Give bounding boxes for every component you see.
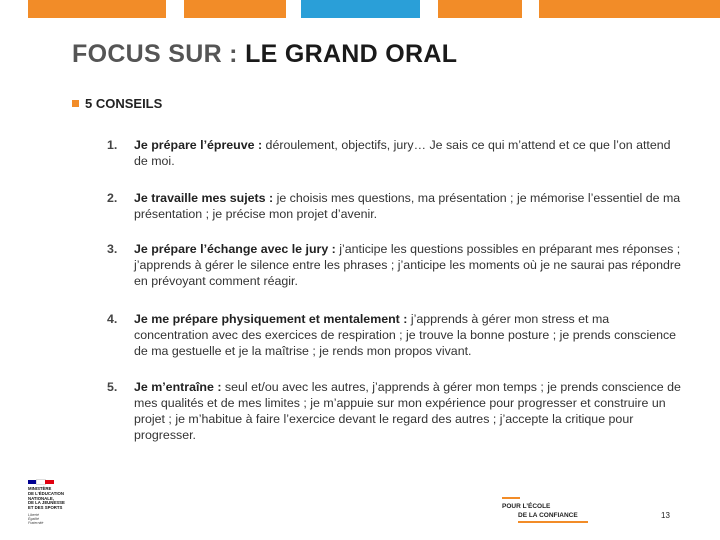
page-number: 13 bbox=[661, 511, 670, 520]
ministry-logo bbox=[28, 480, 88, 526]
item-text: déroulement, objectifs, jury… Je sais ce qui m’attend et ce que l’on attend de moi. bbox=[134, 138, 671, 168]
item-number: 5. bbox=[107, 380, 118, 394]
title-main: LE GRAND ORAL bbox=[245, 40, 458, 68]
logo-accent-line bbox=[502, 497, 520, 499]
top-bar-orange-4 bbox=[539, 0, 720, 18]
item-text: j’anticipe les questions possibles en préparant mes réponses ; j’apprends à gérer le silence entre les phrases ; j’anticipe les moments où je ne saurai pas répondre en prévoyant comment réagir. bbox=[134, 242, 681, 288]
top-bar-orange-3 bbox=[438, 0, 522, 18]
ecole-confiance-logo bbox=[502, 497, 594, 527]
square-bullet-icon bbox=[72, 100, 79, 107]
top-bar-orange-1 bbox=[28, 0, 166, 18]
french-flag-icon bbox=[28, 480, 54, 484]
item-number: 1. bbox=[107, 138, 118, 152]
item-text: je choisis mes questions, ma présentation ; je mémorise l’essentiel de ma présentation ; je précise mon projet d’avenir. bbox=[134, 191, 681, 221]
logo-line-1: POUR L’ÉCOLE bbox=[502, 503, 551, 510]
item-title: Je prépare l’épreuve : bbox=[134, 138, 263, 152]
section-heading bbox=[72, 96, 162, 111]
top-bar-orange-2 bbox=[184, 0, 286, 18]
item-title: Je prépare l’échange avec le jury : bbox=[134, 242, 336, 256]
logo-line-2: DE LA CONFIANCE bbox=[518, 512, 578, 519]
section-heading-label: 5 CONSEILS bbox=[85, 96, 163, 111]
page-title bbox=[72, 40, 457, 69]
republic-motto: Liberté Égalité Fraternité bbox=[28, 512, 44, 526]
top-color-bar bbox=[0, 0, 720, 18]
item-number: 3. bbox=[107, 242, 118, 256]
item-title: Je m’entraîne : bbox=[134, 380, 222, 394]
ministry-name: MINISTÈRE DE L’ÉDUCATION NATIONALE, DE LA JEUNESSE ET DES SPORTS bbox=[28, 486, 65, 511]
item-text: j’apprends à gérer mon stress et ma concentration avec des exercices de respiration ; je trouve la bonne posture ; je prends conscience de ma gestuelle et je la maîtrise ; je rends mon propos vivant. bbox=[134, 312, 677, 358]
title-prefix: FOCUS SUR : bbox=[72, 40, 238, 68]
item-title: Je travaille mes sujets : bbox=[134, 191, 274, 205]
top-bar-blue bbox=[301, 0, 420, 18]
item-number: 2. bbox=[107, 191, 118, 205]
item-number: 4. bbox=[107, 312, 118, 326]
item-title: Je me prépare physiquement et mentalement : bbox=[134, 312, 408, 326]
logo-underline bbox=[518, 521, 588, 523]
item-text: seul et/ou avec les autres, j’apprends à gérer mon temps ; je prends conscience de mes qualités et de mes limites ; je m’appuie sur mon expérience pour progresser et construire un projet ; je m’habitue à faire l’exercice devant le regard des autres ; j’accepte la critique pour progresser. bbox=[134, 380, 681, 442]
